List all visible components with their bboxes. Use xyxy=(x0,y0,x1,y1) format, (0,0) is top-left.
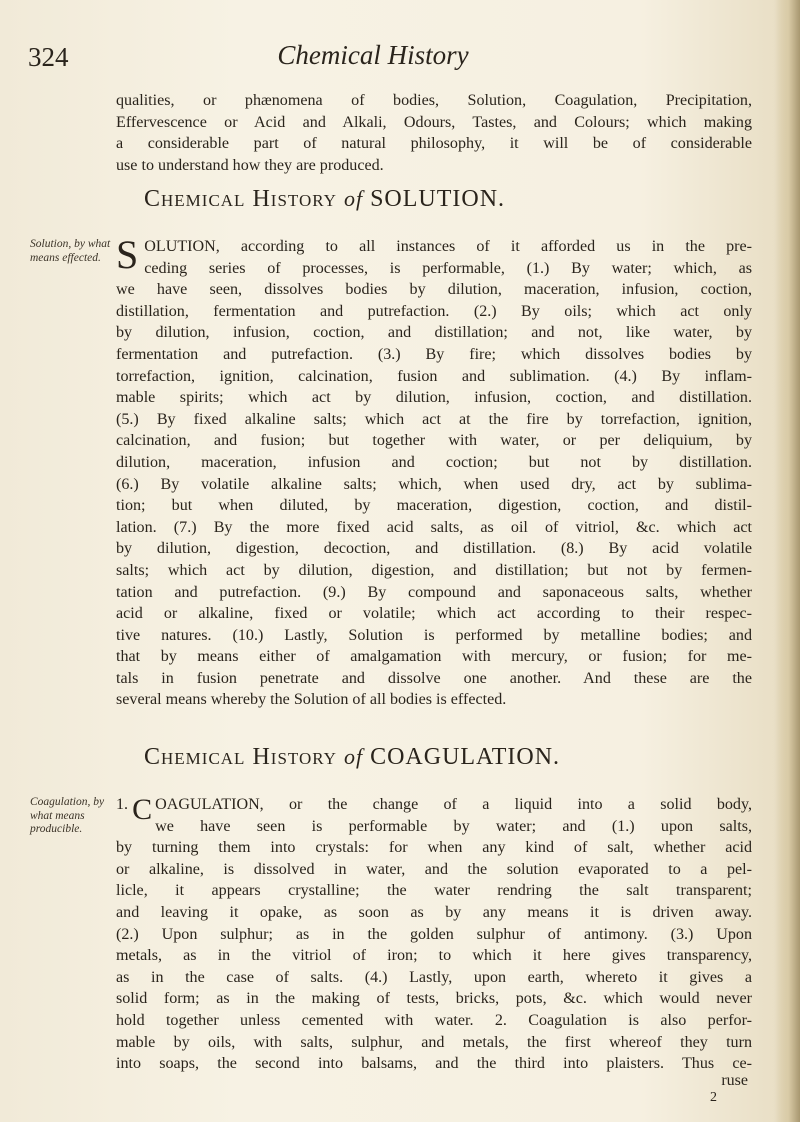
text-line: and leaving it opake, as soon as by any means it is driven away. xyxy=(116,903,752,921)
text-line: or alkaline, is dissolved in water, and the solution evaporated to a pel- xyxy=(116,860,752,878)
text-line: fermentation and putrefaction. (3.) By fire; which dissolves bodies by xyxy=(116,345,752,363)
margin-note-solution: Solution, by what means effected. xyxy=(30,238,111,264)
heading-title: COAGULATION. xyxy=(370,744,561,770)
margin-note-coagulation: Coagulation, by what means producible. xyxy=(30,796,105,835)
heading-smallcaps: Chemical History xyxy=(144,744,337,770)
drop-capital: C xyxy=(132,793,153,826)
text-line: we have seen, dissolves bodies by dilution, maceration, infusion, coction, xyxy=(116,281,752,299)
text-line: several means whereby the Solution of all bodies is effected. xyxy=(116,691,507,709)
text-line: tals in fusion penetrate and dissolve one another. And these are the xyxy=(116,669,752,687)
text-line: metals, as in the vitriol of iron; to which it here gives transparency, xyxy=(116,947,752,965)
drop-capital: S xyxy=(116,232,139,277)
heading-of: of xyxy=(343,186,364,211)
solution-paragraph xyxy=(116,232,752,711)
text-line: as in the case of salts. (4.) Lastly, upon earth, whereto it gives a xyxy=(116,968,752,986)
intro-paragraph xyxy=(116,90,752,176)
text-line: by dilution, infusion, coction, and distillation; and not, like water, by xyxy=(116,324,752,342)
text-line: calcination, and fusion; but together with water, or per deliquium, by xyxy=(116,432,752,450)
text-line: torrefaction, ignition, calcination, fusion and sublimation. (4.) By inflam- xyxy=(116,367,752,385)
heading-of: of xyxy=(343,744,364,769)
text-line: mable by oils, with salts, sulphur, and metals, the first whereof they turn xyxy=(116,1033,752,1051)
page-header xyxy=(28,38,768,78)
text-line: use to understand how they are produced. xyxy=(116,156,384,174)
paragraph-number: 1. xyxy=(116,796,129,813)
heading-smallcaps: Chemical History xyxy=(144,186,337,212)
text-line: OLUTION, according to all instances of it afforded us in the pre- xyxy=(144,238,752,255)
catchword: ruse xyxy=(721,1072,748,1089)
text-line: solid form; as in the making of tests, bricks, pots, &c. which would never xyxy=(116,990,752,1008)
text-line: tion; but when diluted, by maceration, digestion, coction, and distil- xyxy=(116,497,752,515)
text-line: (5.) By fixed alkaline salts; which act at the fire by torrefaction, ignition, xyxy=(116,410,752,428)
heading-title: SOLUTION. xyxy=(370,186,506,212)
text-line: tation and putrefaction. (9.) By compound and saponaceous salts, whether xyxy=(116,583,752,601)
section-heading-coagulation xyxy=(144,744,744,771)
text-line: by turning them into crystals: for when any kind of salt, whether acid xyxy=(116,839,752,857)
text-line: dilution, maceration, infusion and coction; but not by distillation. xyxy=(116,453,752,471)
text-line: that by means either of amalgamation with mercury, or fusion; for me- xyxy=(116,648,752,666)
signature-mark: 2 xyxy=(710,1090,717,1105)
coagulation-paragraph xyxy=(116,794,752,1075)
page-edge-shadow xyxy=(774,0,800,1122)
text-line: (2.) Upon sulphur; as in the golden sulphur of antimony. (3.) Upon xyxy=(116,925,752,943)
text-line: qualities, or phænomena of bodies, Solution, Coagulation, Precipitation, xyxy=(116,92,752,109)
page-number: 324 xyxy=(28,42,69,72)
text-line: lation. (7.) By the more fixed acid salts, as oil of vitriol, &c. which act xyxy=(116,518,752,536)
text-line: distillation, fermentation and putrefaction. (2.) By oils; which act only xyxy=(116,302,752,320)
text-line: acid or alkaline, fixed or volatile; which act according to their respec- xyxy=(116,605,752,623)
text-line: Effervescence or Acid and Alkali, Odours, Tastes, and Colours; which making xyxy=(116,113,752,131)
text-line: into soaps, the second into balsams, and the third into plaisters. Thus ce- xyxy=(116,1055,752,1073)
text-line: hold together unless cemented with water. 2. Coagulation is also perfor- xyxy=(116,1011,752,1029)
text-line: salts; which act by dilution, digestion, and distillation; but not by fermen- xyxy=(116,561,752,579)
text-line: we have seen is performable by water; and (1.) upon salts, xyxy=(155,817,752,835)
text-line: by dilution, digestion, decoction, and distillation. (8.) By acid volatile xyxy=(116,540,752,558)
text-line: (6.) By volatile alkaline salts; which, when used dry, act by sublima- xyxy=(116,475,752,493)
text-line: tive natures. (10.) Lastly, Solution is performed by metalline bodies; and xyxy=(116,626,752,644)
running-title: Chemical History xyxy=(277,40,469,70)
text-line: OAGULATION, or the change of a liquid into a solid body, xyxy=(155,796,752,813)
text-line: ceding series of processes, is performable, (1.) By water; which, as xyxy=(144,259,752,277)
text-line: licle, it appears crystalline; the water rendring the salt transparent; xyxy=(116,882,752,900)
section-heading-solution xyxy=(144,186,744,213)
text-line: a considerable part of natural philosophy, it will be of considerable xyxy=(116,135,752,153)
text-line: mable spirits; which act by dilution, infusion, coction, and distillation. xyxy=(116,389,752,407)
